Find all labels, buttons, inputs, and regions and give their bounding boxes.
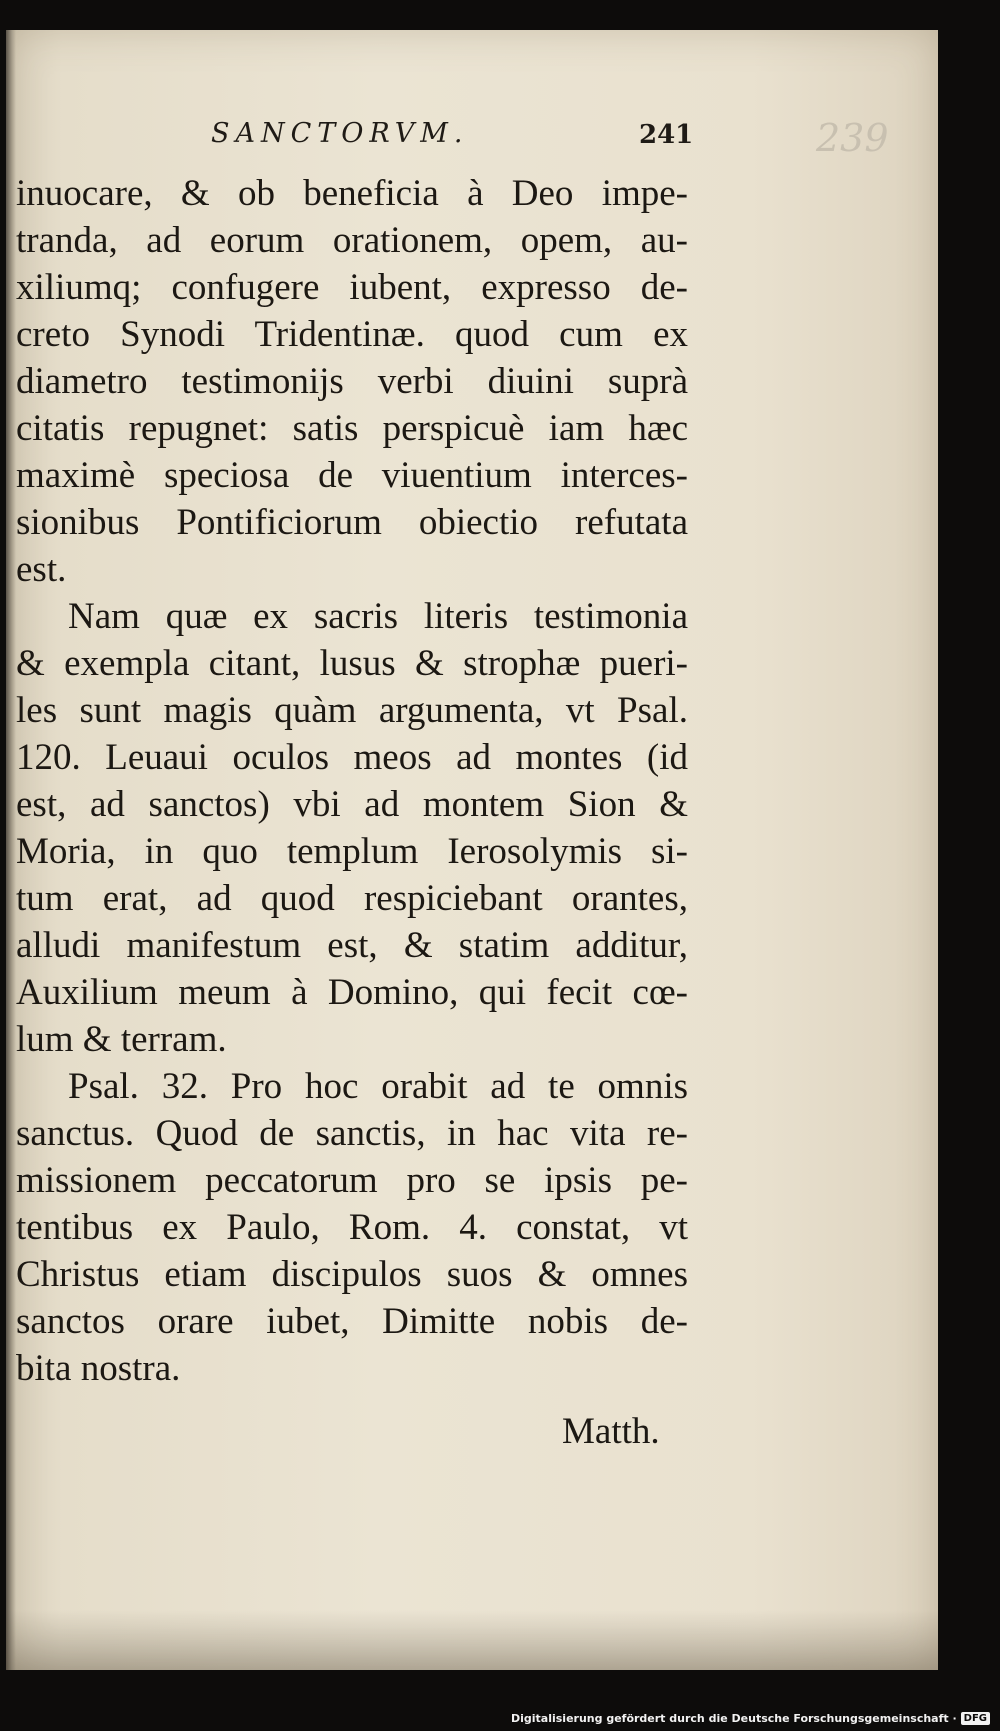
text-line-15: Moria, in quo templum Ierosolymis si- xyxy=(16,831,688,872)
running-head: SANCTORVM. xyxy=(211,118,469,149)
pencil-folio-number: 239 xyxy=(816,116,889,160)
text-line-24: Christus etiam discipulos suos & omnes xyxy=(16,1254,688,1295)
page-number: 241 xyxy=(639,120,694,150)
text-line-23: tentibus ex Paulo, Rom. 4. constat, vt xyxy=(16,1207,688,1248)
text-line-14: est, ad sanctos) vbi ad montem Sion & xyxy=(16,784,688,825)
page-gutter-shadow xyxy=(6,30,16,1670)
text-line-16: tum erat, ad quod respiciebant orantes, xyxy=(16,878,688,919)
text-line-6: citatis repugnet: satis perspicuè iam hæc xyxy=(16,408,688,449)
footer-credit: Digitalisierung gefördert durch die Deutsche Forschungsgemeinschaft · xyxy=(510,1711,957,1725)
text-line-7: maximè speciosa de viuentium interces- xyxy=(16,455,688,496)
text-line-4: creto Synodi Tridentinæ. quod cum ex xyxy=(16,314,688,355)
text-line-3: xiliumq; confugere iubent, expresso de- xyxy=(16,267,688,308)
dfg-logo-icon: DFG xyxy=(961,1712,990,1725)
text-line-21: sanctus. Quod de sanctis, in hac vita re- xyxy=(16,1113,688,1154)
body-text xyxy=(16,170,688,1392)
text-line-11: & exempla citant, lusus & strophæ pueri- xyxy=(16,643,688,684)
text-line-26: bita nostra. xyxy=(16,1348,181,1389)
text-line-18: Auxilium meum à Domino, qui fecit cœ- xyxy=(16,972,688,1013)
text-line-19: lum & terram. xyxy=(16,1019,227,1060)
catchword: Matth. xyxy=(562,1411,660,1452)
book-page xyxy=(6,30,938,1670)
text-line-5: diametro testimonijs verbi diuini suprà xyxy=(16,361,688,402)
text-line-22: missionem peccatorum pro se ipsis pe- xyxy=(16,1160,688,1201)
text-line-13: 120. Leuaui oculos meos ad montes (id xyxy=(16,737,688,778)
text-line-10: Nam quæ ex sacris literis testimonia xyxy=(68,596,688,637)
text-line-2: tranda, ad eorum orationem, opem, au- xyxy=(16,220,688,261)
text-line-8: sionibus Pontificiorum obiectio refutata xyxy=(16,502,688,543)
text-line-9: est. xyxy=(16,549,67,590)
digitization-footer xyxy=(511,1707,990,1729)
text-line-17: alludi manifestum est, & statim additur, xyxy=(16,925,688,966)
page-header xyxy=(6,118,938,158)
text-line-1: inuocare, & ob beneficia à Deo impe- xyxy=(16,173,688,214)
text-line-12: les sunt magis quàm argumenta, vt Psal. xyxy=(16,690,688,731)
page-bottom-shadow xyxy=(6,1610,938,1670)
text-line-20: Psal. 32. Pro hoc orabit ad te omnis xyxy=(68,1066,688,1107)
text-line-25: sanctos orare iubet, Dimitte nobis de- xyxy=(16,1301,688,1342)
